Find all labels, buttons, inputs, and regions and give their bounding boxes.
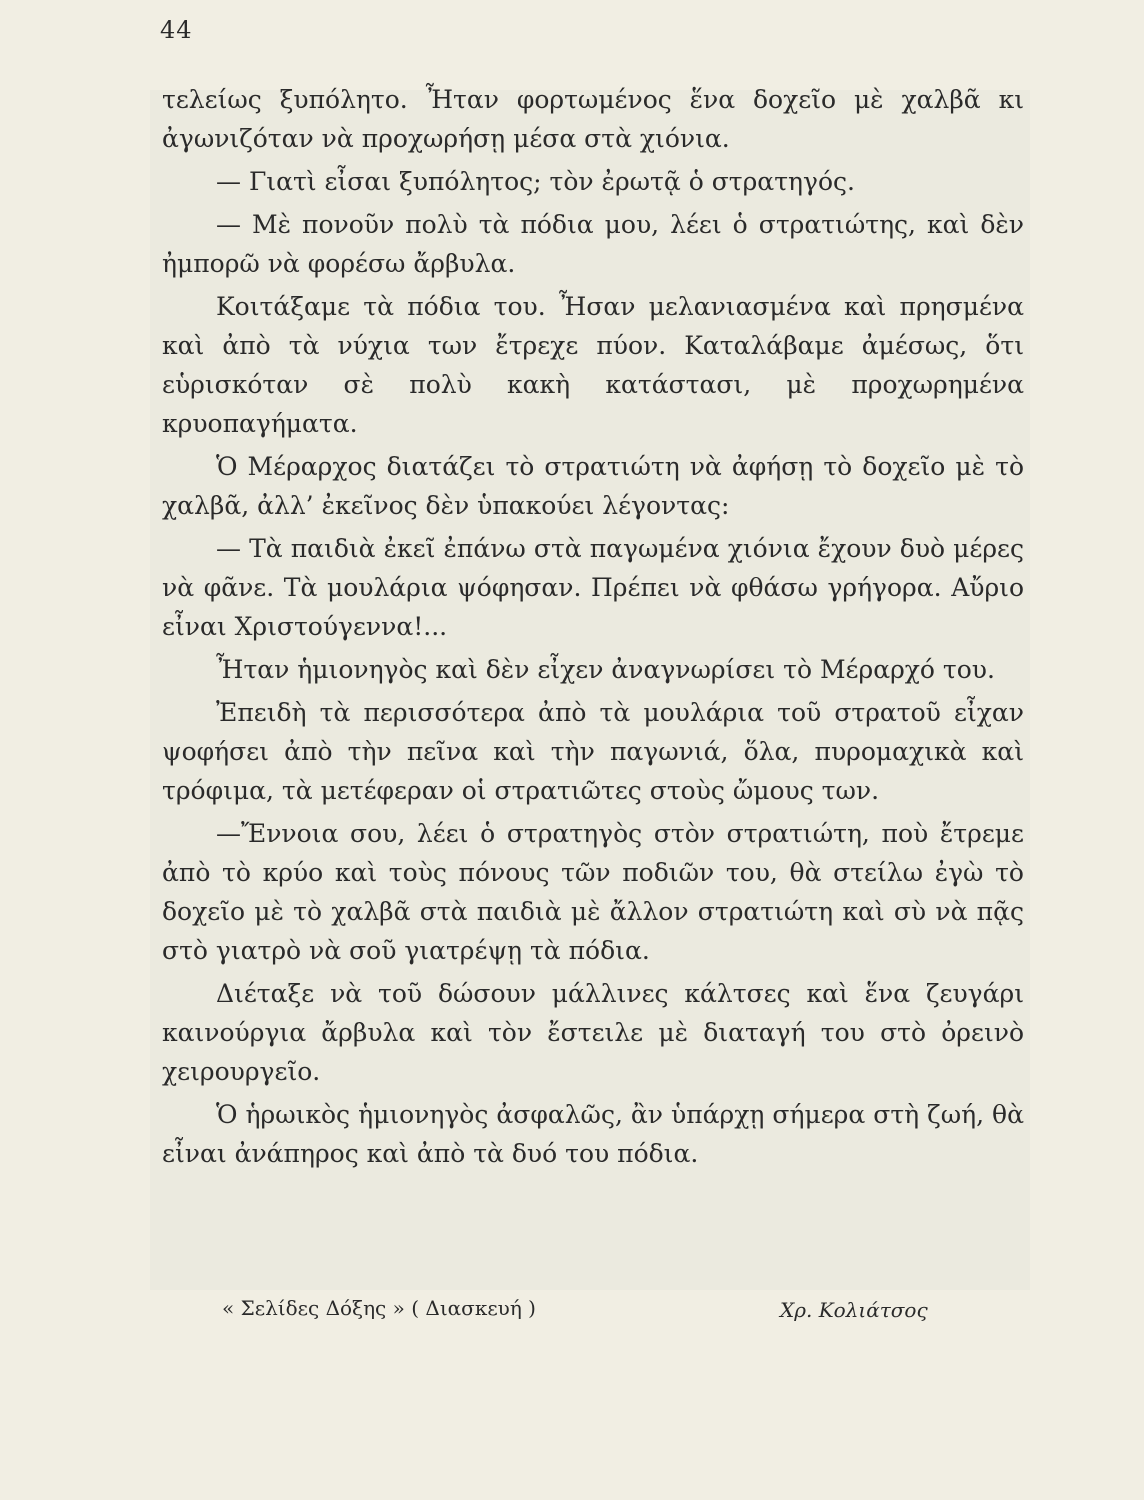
paragraph: Ὁ ἡρωικὸς ἡμιονηγὸς ἀσφαλῶς, ἂν ὑπάρχῃ σήμερα στὴ ζωή, θὰ εἶναι ἀνάπηρος καὶ ἀπὸ τὰ δυό του πόδια. xyxy=(162,1100,1024,1168)
source-citation: « Σελίδες Δόξης » ( Διασκευή ) xyxy=(222,1296,536,1320)
paragraph: Κοιτάξαμε τὰ πόδια του. Ἦσαν μελανιασμένα καὶ πρησμένα καὶ ἀπὸ τὰ νύχια των ἔτρεχε πύον. Καταλάβαμε ἀμέσως, ὅτι εὑρισκόταν σὲ πολὺ κακὴ κατάστασι, μὲ προχωρημένα κρυοπαγήματα. xyxy=(162,292,1024,438)
paragraph: Ὁ Μέραρχος διατάζει τὸ στρατιώτη νὰ ἀφήσῃ τὸ δοχεῖο μὲ τὸ χαλβᾶ, ἀλλ’ ἐκεῖνος δὲν ὑπακούει λέγοντας: xyxy=(162,452,1024,520)
paragraph: Διέταξε νὰ τοῦ δώσουν μάλλινες κάλτσες καὶ ἕνα ζευγάρι καινούργια ἄρβυλα καὶ τὸν ἔστειλε μὲ διαταγή του στὸ ὀρεινὸ χειρουργεῖο. xyxy=(162,979,1024,1086)
page-number: 44 xyxy=(160,16,193,44)
paragraph: — Τὰ παιδιὰ ἐκεῖ ἐπάνω στὰ παγωμένα χιόνια ἔχουν δυὸ μέρες νὰ φᾶνε. Τὰ μουλάρια ψόφησαν. Πρέπει νὰ φθάσω γρήγορα. Αὔριο εἶναι Χριστούγεννα!... xyxy=(162,534,1024,641)
paragraph: Ἐπειδὴ τὰ περισσότερα ἀπὸ τὰ μουλάρια τοῦ στρατοῦ εἶχαν ψοφήσει ἀπὸ τὴν πεῖνα καὶ τὴν παγωνιά, ὅλα, πυρομαχικὰ καὶ τρόφιμα, τὰ μετέφεραν οἱ στρατιῶτες στοὺς ὤμους των. xyxy=(162,698,1024,805)
author-signature: Χρ. Κολιάτσος xyxy=(780,1298,928,1322)
body-text xyxy=(162,80,1024,1177)
paragraph: —Ἔννοια σου, λέει ὁ στρατηγὸς στὸν στρατιώτη, ποὺ ἔτρεμε ἀπὸ τὸ κρύο καὶ τοὺς πόνους τῶν ποδιῶν του, θὰ στείλω ἐγὼ τὸ δοχεῖο μὲ τὸ χαλβᾶ στὰ παιδιὰ μὲ ἄλλον στρατιώτη καὶ σὺ νὰ πᾷς στὸ γιατρὸ νὰ σοῦ γιατρέψῃ τὰ πόδια. xyxy=(162,819,1024,965)
paragraph: Ἦταν ἡμιονηγὸς καὶ δὲν εἶχεν ἀναγνωρίσει τὸ Μέραρχό του. xyxy=(216,655,995,684)
paragraph: — Μὲ πονοῦν πολὺ τὰ πόδια μου, λέει ὁ στρατιώτης, καὶ δὲν ἠμπορῶ νὰ φορέσω ἄρβυλα. xyxy=(162,210,1024,278)
paragraph: — Γιατὶ εἶσαι ξυπόλητος; τὸν ἐρωτᾷ ὁ στρατηγός. xyxy=(216,167,855,196)
paragraph: τελείως ξυπόλητο. Ἦταν φορτωμένος ἕνα δοχεῖο μὲ χαλβᾶ κι ἀγωνιζόταν νὰ προχωρήσῃ μέσα στὰ χιόνια. xyxy=(162,85,1024,153)
